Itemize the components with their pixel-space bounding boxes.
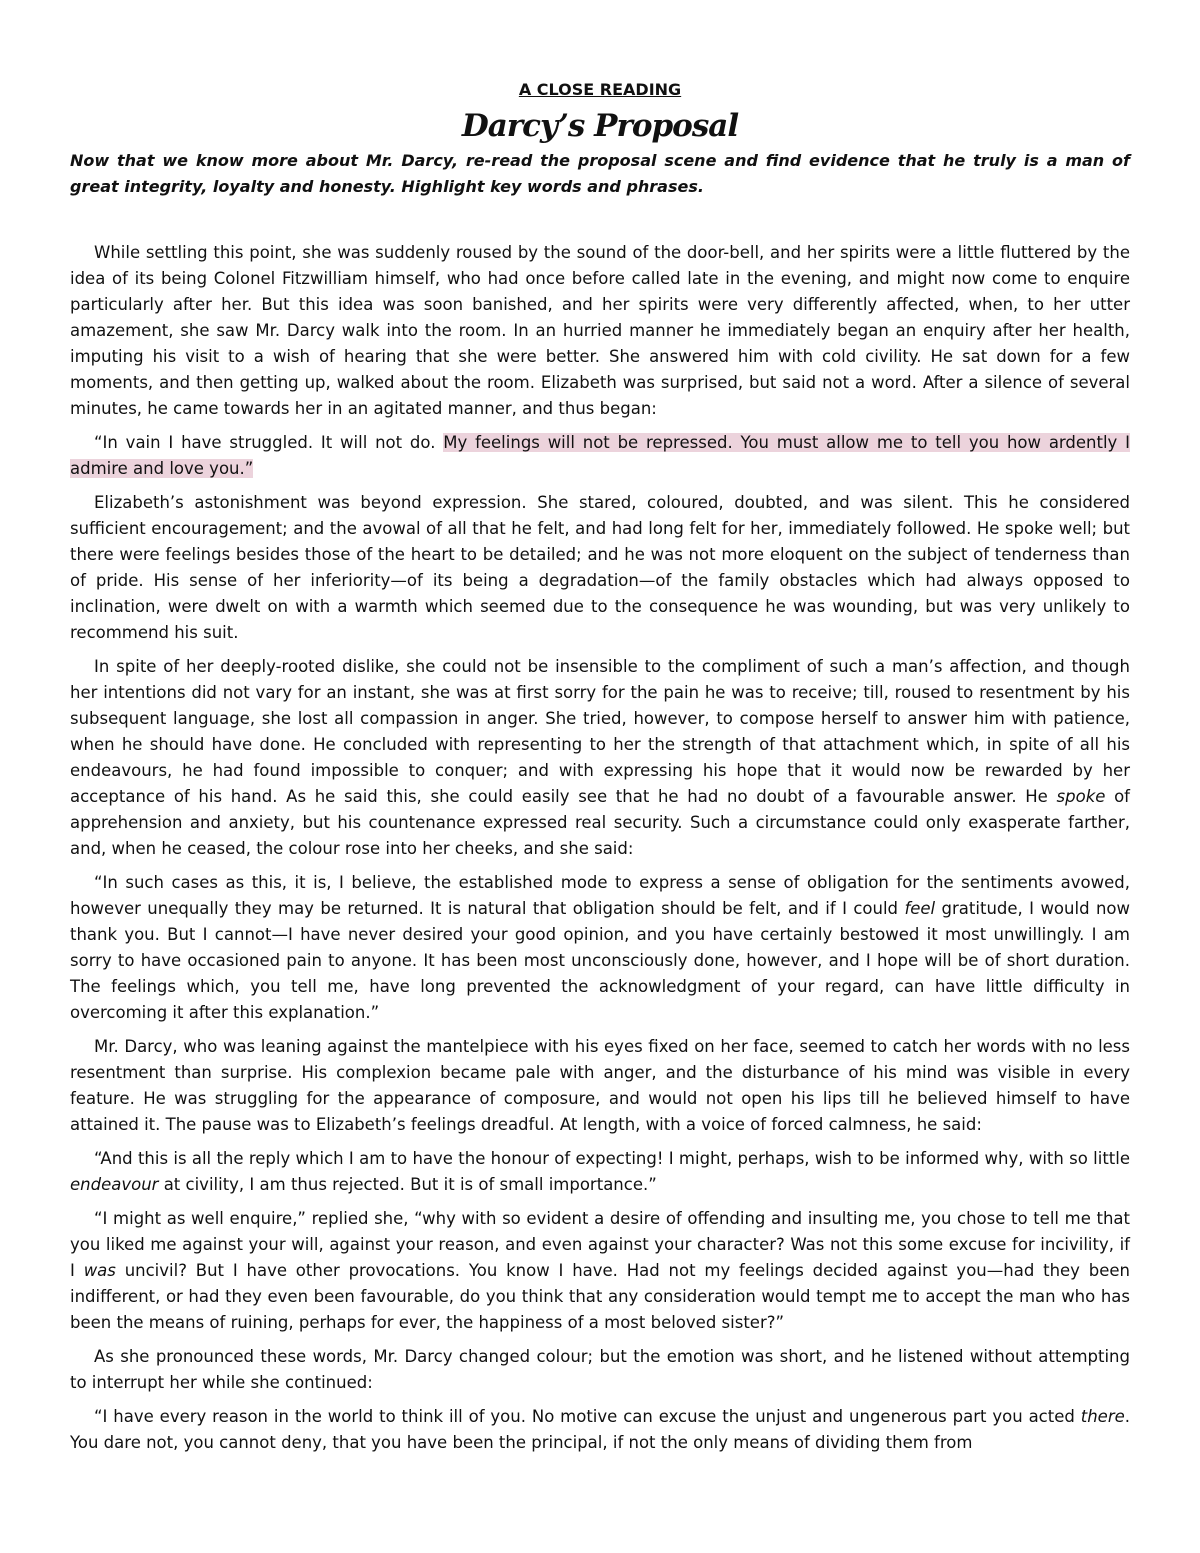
paragraph-1: While settling this point, she was suddenly roused by the sound of the door-bell, and her spirits were a little fluttered by the idea of its being Colonel Fitzwilliam himself, who had once before called late in the evening, and might now come to enquire particularly after her. But this idea was soon banished, and her spirits were very differently affected, when, to her utter amazement, she saw Mr. Darcy walk into the room. In an hurried manner he immediately began an enquiry after her health, imputing his visit to a wish of hearing that she were better. She answered him with cold civility. He sat down for a few moments, and then getting up, walked about the room. Elizabeth was surprised, but said not a word. After a silence of several minutes, he came towards her in an agitated manner, and thus began:: [70, 243, 1130, 418]
italic-feel: feel: [904, 899, 936, 918]
paragraph-4-text-b: of apprehension and anxiety, but his countenance expressed real security. Such a circumstance could only exasperate farther, and, when he ceased, the colour rose into her cheeks, and she said:: [70, 787, 1130, 858]
paragraph-7: [70, 1146, 1130, 1198]
highlighted-phrase: My feelings will not be repressed. You must allow me to tell you how ardently I admire and love you.”: [70, 433, 1131, 478]
paragraph-2-text: “In vain I have struggled. It will not do.: [94, 433, 444, 452]
document-title: Darcy’s Proposal: [461, 108, 739, 144]
paragraph-7-text-a: “And this is all the reply which I am to have the honour of expecting! I might, perhaps, wish to be informed why, with so little: [94, 1149, 1130, 1168]
paragraph-8-text-a: “I might as well enquire,” replied she, “why with so evident a desire of offending and insulting me, you chose to tell me that you liked me against your will, against your reason, and even against your character? Was not this some excuse for incivility, if I: [70, 1209, 1130, 1280]
italic-was: was: [83, 1261, 116, 1280]
paragraph-5-text-a: “In such cases as this, it is, I believe, the established mode to express a sense of obligation for the sentiments avowed, however unequally they may be returned. It is natural that obligation should be felt, and if I could: [70, 873, 1130, 918]
italic-endeavour: endeavour: [70, 1175, 159, 1194]
paragraph-5-text-b: gratitude, I would now thank you. But I cannot—I have never desired your good opinion, and you have certainly bestowed it most unwillingly. I am sorry to have occasioned pain to anyone. It has been most unconsciously done, however, and I hope will be of short duration. The feelings which, you tell me, have long prevented the acknowledgment of your regard, can have little difficulty in overcoming it after this explanation.”: [70, 899, 1131, 1022]
paragraph-4: [70, 654, 1130, 862]
paragraph-8: [70, 1206, 1130, 1336]
paragraph-2: [70, 430, 1130, 482]
paragraph-6: Mr. Darcy, who was leaning against the mantelpiece with his eyes fixed on her face, seemed to catch her words with no less resentment than surprise. His complexion became pale with anger, and the disturbance of his mind was visible in every feature. He was struggling for the appearance of composure, and would not open his lips till he believed himself to have attained it. The pause was to Elizabeth’s feelings dreadful. At length, with a voice of forced calmness, he said:: [70, 1037, 1130, 1134]
paragraph-3: Elizabeth’s astonishment was beyond expression. She stared, coloured, doubted, and was silent. This he considered sufficient encouragement; and the avowal of all that he felt, and had long felt for her, immediately followed. He spoke well; but there were feelings besides those of the heart to be detailed; and he was not more eloquent on the subject of tenderness than of pride. His sense of her inferiority—of its being a degradation—of the family obstacles which had always opposed to inclination, were dwelt on with a warmth which seemed due to the consequence he was wounding, but was very unlikely to recommend his suit.: [70, 493, 1130, 642]
paragraph-5: [70, 870, 1130, 1026]
paragraph-8-text-b: uncivil? But I have other provocations. You know I have. Had not my feelings decided against you—had they been indifferent, or had they even been favourable, do you think that any consideration would tempt me to accept the man who has been the means of ruining, perhaps for ever, the happiness of a most beloved sister?”: [70, 1261, 1130, 1332]
document-page: [70, 78, 1130, 1464]
instructions: Now that we know more about Mr. Darcy, re-read the proposal scene and find evidence that he truly is a man of great integrity, loyalty and honesty. Highlight key words and phrases.: [70, 151, 1130, 196]
paragraph-10-text-a: “I have every reason in the world to think ill of you. No motive can excuse the unjust and ungenerous part you acted: [94, 1407, 1081, 1426]
italic-spoke: spoke: [1056, 787, 1106, 806]
paragraph-10-text-b: . You dare not, you cannot deny, that you have been the principal, if not the only means of dividing them from: [70, 1407, 1130, 1452]
paragraph-7-text-b: at civility, I am thus rejected. But it is of small importance.”: [158, 1175, 657, 1194]
paragraph-4-text-a: In spite of her deeply-rooted dislike, she could not be insensible to the compliment of such a man’s affection, and though her intentions did not vary for an instant, she was at first sorry for the pain he was to receive; till, roused to resentment by his subsequent language, she lost all compassion in anger. She tried, however, to compose herself to answer him with patience, when he should have done. He concluded with representing to her the strength of that attachment which, in spite of all his endeavours, he had found impossible to conquer; and with expressing his hope that it would now be rewarded by her acceptance of his hand. As he said this, she could easily see that he had no doubt of a favourable answer. He: [70, 657, 1130, 806]
paragraph-10: [70, 1404, 1130, 1456]
italic-there: there: [1080, 1407, 1125, 1426]
document-heading: A CLOSE READING: [518, 80, 682, 99]
paragraph-9: As she pronounced these words, Mr. Darcy changed colour; but the emotion was short, and he listened without attempting to interrupt her while she continued:: [70, 1347, 1130, 1392]
